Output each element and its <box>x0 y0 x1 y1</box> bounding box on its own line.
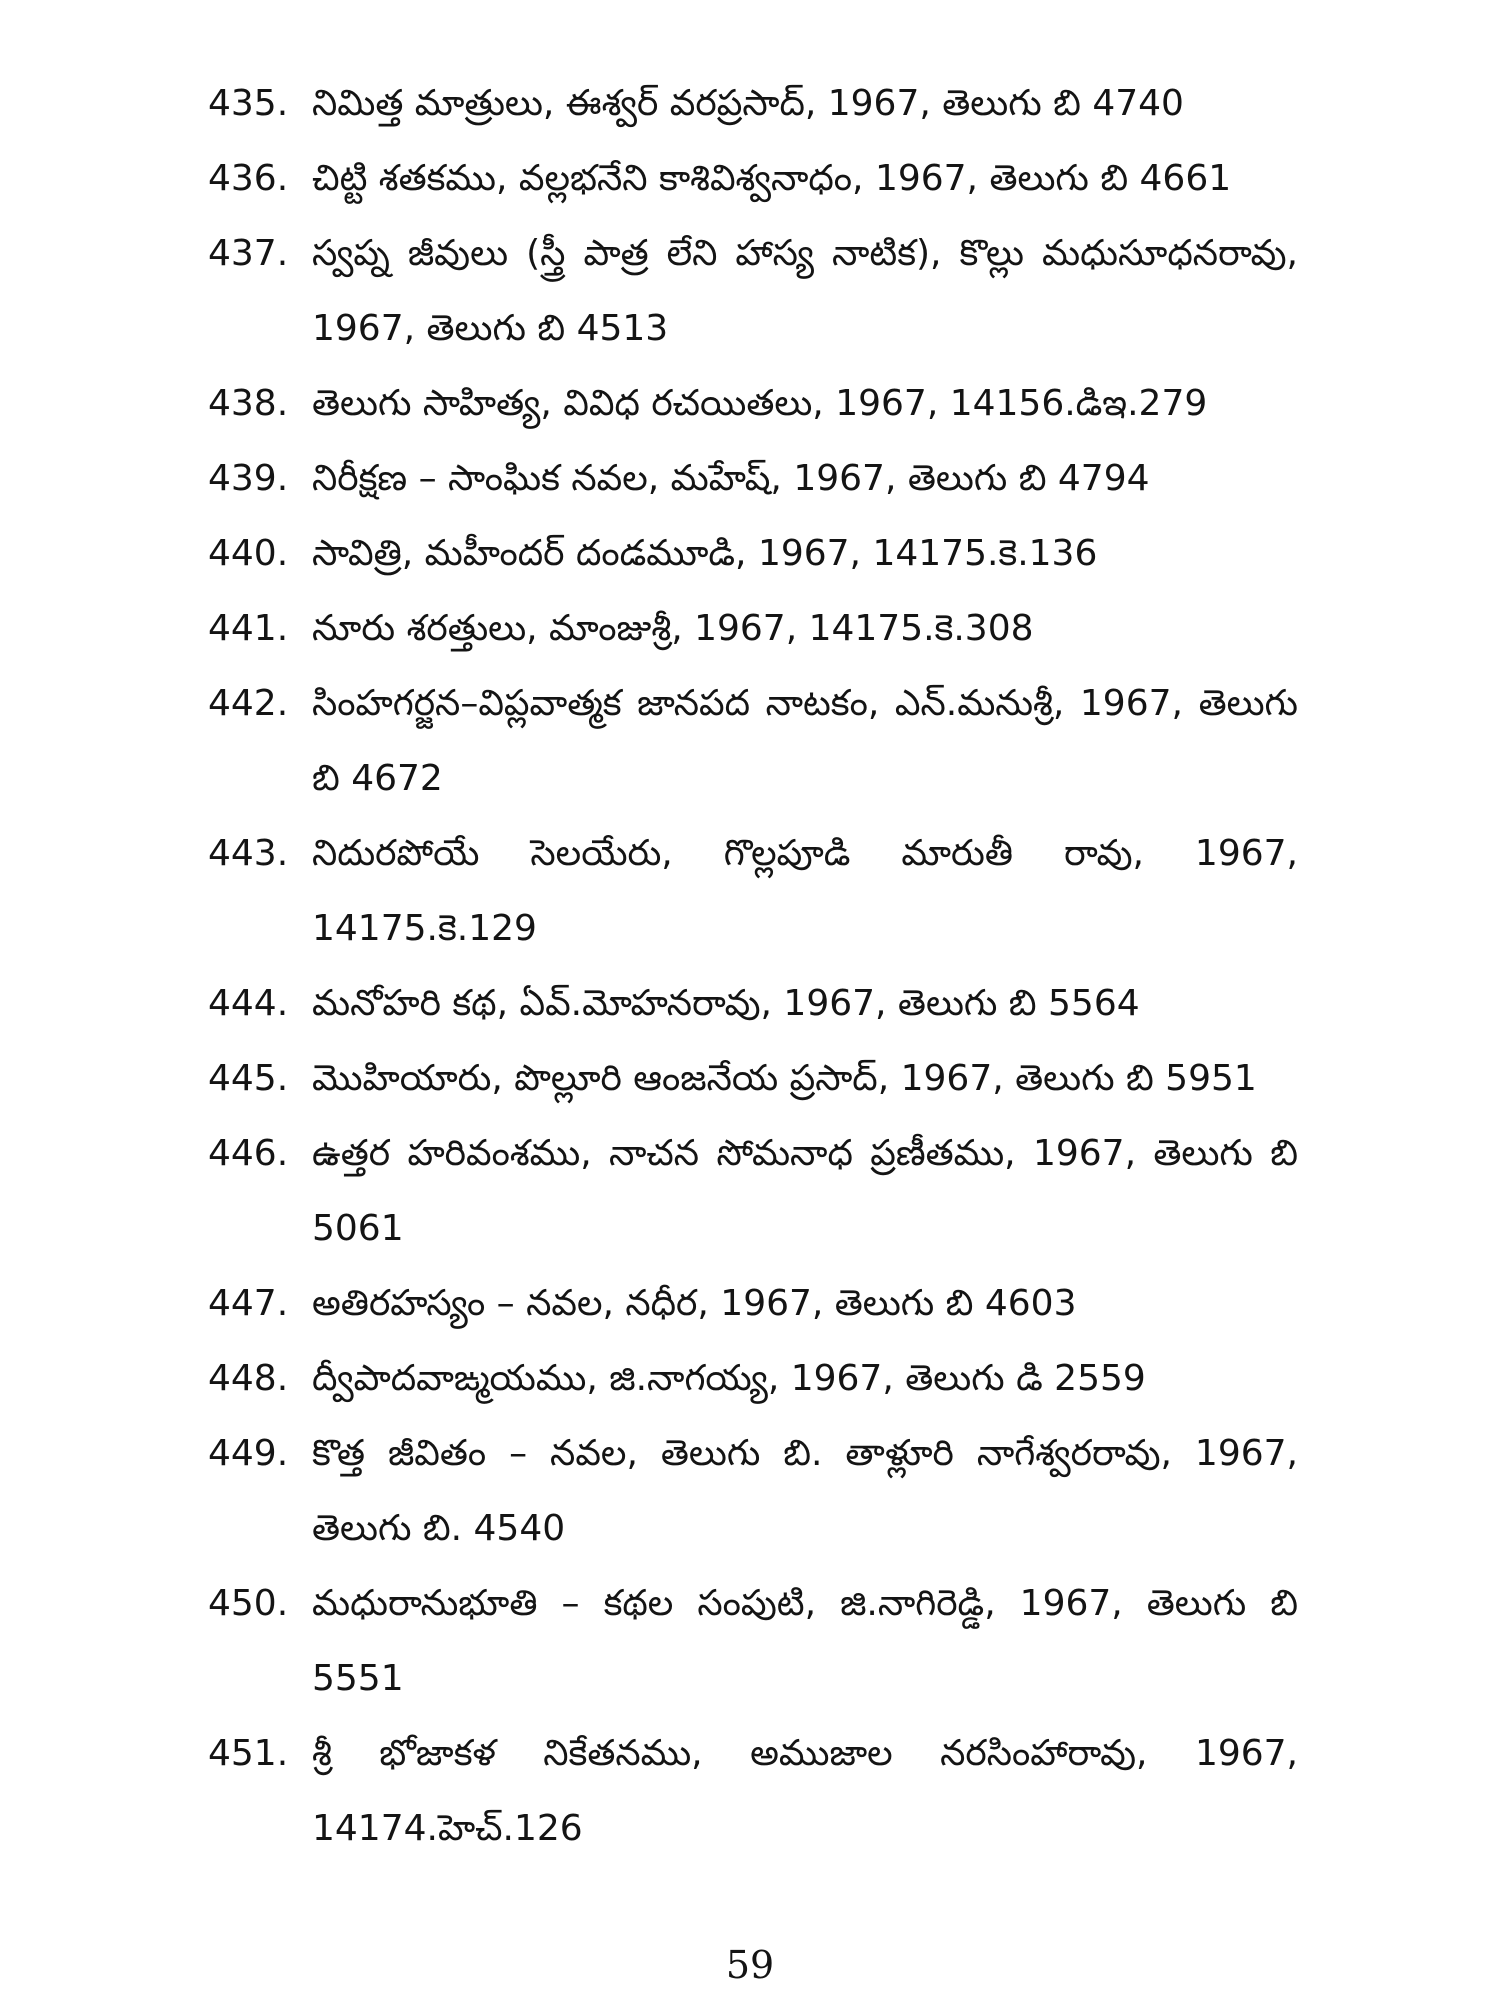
entry-text: అతిరహస్యం – నవల, నధీర, 1967, తెలుగు బి 4603 <box>312 1283 1077 1324</box>
list-item <box>208 1116 1298 1266</box>
list-item <box>208 66 1298 141</box>
entry-text: మొహియారు, పొల్లూరి ఆంజనేయ ప్రసాద్, 1967, తెలుగు బి 5951 <box>312 1058 1257 1099</box>
list-item <box>208 141 1298 216</box>
entry-text: నిదురపోయే సెలయేరు, గొల్లపూడి మారుతీ రావు, 1967, 14175.కె.129 <box>312 833 1298 949</box>
entry-text: సావిత్రి, మహీందర్ దండమూడి, 1967, 14175.కె.136 <box>312 533 1098 574</box>
entry-text: నిమిత్త మాత్రులు, ఈశ్వర్ వరప్రసాద్, 1967, తెలుగు బి 4740 <box>312 83 1184 124</box>
entry-number: 450. <box>208 1583 289 1624</box>
entry-number: 441. <box>208 608 289 649</box>
list-item <box>208 216 1298 366</box>
list-item <box>208 366 1298 441</box>
list-item <box>208 1716 1298 1866</box>
list-item <box>208 1341 1298 1416</box>
entry-text: సింహగర్జన–విప్లవాత్మక జానపద నాటకం, ఎన్.మనుశ్రీ, 1967, తెలుగు బి 4672 <box>312 683 1298 799</box>
list-item <box>208 966 1298 1041</box>
list-item <box>208 516 1298 591</box>
list-item <box>208 666 1298 816</box>
entry-number: 449. <box>208 1433 289 1474</box>
entry-number: 451. <box>208 1733 289 1774</box>
entry-number: 446. <box>208 1133 289 1174</box>
entry-text: కొత్త జీవితం – నవల, తెలుగు బి. తాళ్లూరి నాగేశ్వరరావు, 1967, తెలుగు బి. 4540 <box>312 1433 1298 1549</box>
list-item <box>208 1041 1298 1116</box>
entry-number: 439. <box>208 458 289 499</box>
list-item <box>208 816 1298 966</box>
entry-text: నిరీక్షణ – సాంఘిక నవల, మహేష్, 1967, తెలుగు బి 4794 <box>312 458 1150 499</box>
list-item <box>208 1266 1298 1341</box>
list-item <box>208 1566 1298 1716</box>
entry-text: శ్రీ భోజాకళ నికేతనము, అముజాల నరసింహారావు, 1967, 14174.హెచ్.126 <box>312 1733 1298 1849</box>
entry-text: తెలుగు సాహిత్య, వివిధ రచయితలు, 1967, 14156.డిఇ.279 <box>312 383 1208 424</box>
entry-text: చిట్టి శతకము, వల్లభనేని కాశివిశ్వనాధం, 1967, తెలుగు బి 4661 <box>312 158 1232 199</box>
entry-text: ద్వీపాదవాఙ్మయము, జి.నాగయ్య, 1967, తెలుగు డి 2559 <box>312 1358 1146 1399</box>
entry-number: 438. <box>208 383 289 424</box>
entry-text: మధురానుభూతి – కథల సంపుటి, జి.నాగిరెడ్డి, 1967, తెలుగు బి 5551 <box>312 1583 1298 1699</box>
list-item <box>208 441 1298 516</box>
entry-number: 437. <box>208 233 289 274</box>
entry-number: 436. <box>208 158 289 199</box>
entry-text: ఉత్తర హరివంశము, నాచన సోమనాధ ప్రణీతము, 1967, తెలుగు బి 5061 <box>312 1133 1298 1249</box>
page-number: 59 <box>725 1943 775 1987</box>
entry-number: 435. <box>208 83 289 124</box>
entry-number: 440. <box>208 533 289 574</box>
entry-number: 448. <box>208 1358 289 1399</box>
entry-number: 442. <box>208 683 289 724</box>
entry-number: 445. <box>208 1058 289 1099</box>
entry-text: మనోహరి కథ, ఏవ్.మోహనరావు, 1967, తెలుగు బి 5564 <box>312 983 1140 1024</box>
entry-text: నూరు శరత్తులు, మాంజుశ్రీ, 1967, 14175.కె.308 <box>312 608 1034 649</box>
list-item <box>208 1416 1298 1566</box>
entry-number: 443. <box>208 833 289 874</box>
entry-number: 444. <box>208 983 289 1024</box>
bibliography-list <box>208 66 1298 1866</box>
list-item <box>208 591 1298 666</box>
entry-text: స్వప్న జీవులు (స్త్రీ పాత్ర లేని హాస్య నాటిక), కొల్లు మధుసూధనరావు, 1967, తెలుగు బి 4513 <box>312 233 1298 349</box>
entry-number: 447. <box>208 1283 289 1324</box>
